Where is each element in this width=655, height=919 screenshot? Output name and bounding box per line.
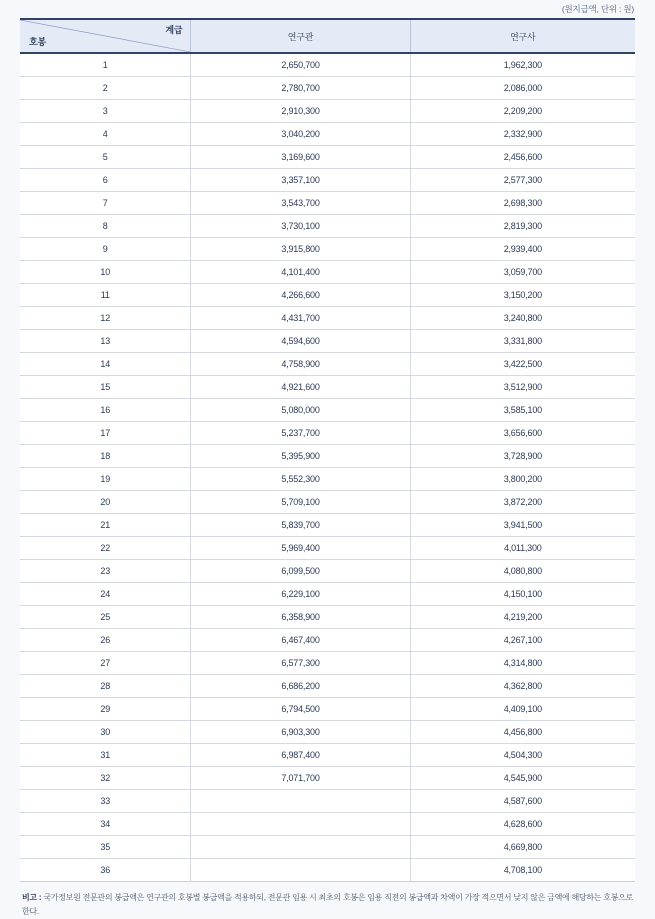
cell-researcher-amount: 3,872,200 bbox=[410, 491, 635, 514]
header-corner-cell bbox=[20, 19, 191, 53]
table-row bbox=[20, 606, 635, 629]
cell-researcher-amount: 2,086,000 bbox=[410, 77, 635, 100]
cell-researcher-senior-amount: 6,229,100 bbox=[191, 583, 410, 606]
cell-step: 25 bbox=[20, 606, 191, 629]
cell-step: 4 bbox=[20, 123, 191, 146]
header-col-researcher: 연구사 bbox=[410, 19, 635, 53]
cell-step: 6 bbox=[20, 169, 191, 192]
cell-researcher-amount: 3,728,900 bbox=[410, 445, 635, 468]
cell-step: 2 bbox=[20, 77, 191, 100]
cell-step: 22 bbox=[20, 537, 191, 560]
cell-step: 27 bbox=[20, 652, 191, 675]
table-row bbox=[20, 238, 635, 261]
cell-researcher-senior-amount: 4,594,600 bbox=[191, 330, 410, 353]
cell-researcher-senior-amount bbox=[191, 859, 410, 882]
cell-step: 8 bbox=[20, 215, 191, 238]
table-row bbox=[20, 698, 635, 721]
cell-researcher-amount: 3,422,500 bbox=[410, 353, 635, 376]
cell-researcher-senior-amount: 7,071,700 bbox=[191, 767, 410, 790]
cell-researcher-senior-amount: 5,552,300 bbox=[191, 468, 410, 491]
table-row bbox=[20, 376, 635, 399]
cell-step: 10 bbox=[20, 261, 191, 284]
cell-step: 9 bbox=[20, 238, 191, 261]
cell-researcher-senior-amount bbox=[191, 813, 410, 836]
cell-researcher-senior-amount: 3,357,100 bbox=[191, 169, 410, 192]
table-row bbox=[20, 422, 635, 445]
cell-researcher-senior-amount: 5,395,900 bbox=[191, 445, 410, 468]
cell-researcher-senior-amount: 2,780,700 bbox=[191, 77, 410, 100]
table-row bbox=[20, 261, 635, 284]
cell-step: 20 bbox=[20, 491, 191, 514]
cell-researcher-senior-amount: 2,910,300 bbox=[191, 100, 410, 123]
header-corner-step-label: 호봉 bbox=[29, 37, 46, 47]
cell-researcher-senior-amount: 6,467,400 bbox=[191, 629, 410, 652]
table-row bbox=[20, 468, 635, 491]
table-row bbox=[20, 744, 635, 767]
table-row bbox=[20, 169, 635, 192]
table-row bbox=[20, 215, 635, 238]
table-row bbox=[20, 284, 635, 307]
cell-researcher-amount: 2,698,300 bbox=[410, 192, 635, 215]
table-row bbox=[20, 583, 635, 606]
cell-step: 19 bbox=[20, 468, 191, 491]
cell-researcher-amount: 4,708,100 bbox=[410, 859, 635, 882]
table-row bbox=[20, 146, 635, 169]
table-row bbox=[20, 353, 635, 376]
cell-researcher-senior-amount: 3,730,100 bbox=[191, 215, 410, 238]
cell-researcher-senior-amount: 5,237,700 bbox=[191, 422, 410, 445]
cell-researcher-amount: 4,545,900 bbox=[410, 767, 635, 790]
cell-step: 13 bbox=[20, 330, 191, 353]
cell-researcher-amount: 3,800,200 bbox=[410, 468, 635, 491]
cell-step: 33 bbox=[20, 790, 191, 813]
cell-researcher-senior-amount: 6,099,500 bbox=[191, 560, 410, 583]
cell-researcher-senior-amount: 5,080,000 bbox=[191, 399, 410, 422]
cell-step: 31 bbox=[20, 744, 191, 767]
cell-researcher-amount: 4,080,800 bbox=[410, 560, 635, 583]
cell-researcher-senior-amount: 5,839,700 bbox=[191, 514, 410, 537]
cell-researcher-amount: 4,669,800 bbox=[410, 836, 635, 859]
cell-step: 12 bbox=[20, 307, 191, 330]
cell-step: 36 bbox=[20, 859, 191, 882]
cell-step: 16 bbox=[20, 399, 191, 422]
header-row bbox=[20, 19, 635, 53]
cell-researcher-senior-amount: 5,709,100 bbox=[191, 491, 410, 514]
table-body bbox=[20, 53, 635, 882]
cell-step: 17 bbox=[20, 422, 191, 445]
cell-researcher-senior-amount: 6,794,500 bbox=[191, 698, 410, 721]
table-row bbox=[20, 77, 635, 100]
cell-researcher-amount: 3,585,100 bbox=[410, 399, 635, 422]
cell-researcher-senior-amount bbox=[191, 790, 410, 813]
cell-researcher-senior-amount: 6,577,300 bbox=[191, 652, 410, 675]
cell-researcher-amount: 2,456,600 bbox=[410, 146, 635, 169]
cell-step: 18 bbox=[20, 445, 191, 468]
cell-researcher-amount: 4,587,600 bbox=[410, 790, 635, 813]
cell-researcher-amount: 3,240,800 bbox=[410, 307, 635, 330]
cell-step: 35 bbox=[20, 836, 191, 859]
table-row bbox=[20, 767, 635, 790]
cell-researcher-senior-amount: 4,431,700 bbox=[191, 307, 410, 330]
cell-researcher-amount: 4,456,800 bbox=[410, 721, 635, 744]
cell-step: 29 bbox=[20, 698, 191, 721]
table-row bbox=[20, 123, 635, 146]
salary-table bbox=[20, 18, 635, 882]
cell-researcher-senior-amount: 6,358,900 bbox=[191, 606, 410, 629]
cell-step: 5 bbox=[20, 146, 191, 169]
cell-researcher-senior-amount: 2,650,700 bbox=[191, 53, 410, 77]
table-row bbox=[20, 836, 635, 859]
cell-researcher-senior-amount: 4,266,600 bbox=[191, 284, 410, 307]
cell-researcher-senior-amount: 3,543,700 bbox=[191, 192, 410, 215]
cell-researcher-senior-amount: 3,169,600 bbox=[191, 146, 410, 169]
cell-step: 14 bbox=[20, 353, 191, 376]
cell-researcher-amount: 2,577,300 bbox=[410, 169, 635, 192]
cell-researcher-senior-amount: 3,040,200 bbox=[191, 123, 410, 146]
table-row bbox=[20, 813, 635, 836]
cell-researcher-amount: 2,939,400 bbox=[410, 238, 635, 261]
footnote bbox=[20, 891, 635, 919]
cell-step: 24 bbox=[20, 583, 191, 606]
cell-researcher-senior-amount: 4,758,900 bbox=[191, 353, 410, 376]
table-row bbox=[20, 514, 635, 537]
table-row bbox=[20, 721, 635, 744]
table-row bbox=[20, 307, 635, 330]
table-row bbox=[20, 652, 635, 675]
cell-researcher-senior-amount bbox=[191, 836, 410, 859]
cell-researcher-amount: 2,819,300 bbox=[410, 215, 635, 238]
table-row bbox=[20, 790, 635, 813]
cell-researcher-amount: 4,314,800 bbox=[410, 652, 635, 675]
cell-researcher-amount: 4,267,100 bbox=[410, 629, 635, 652]
cell-step: 26 bbox=[20, 629, 191, 652]
cell-researcher-amount: 3,512,900 bbox=[410, 376, 635, 399]
cell-researcher-amount: 4,362,800 bbox=[410, 675, 635, 698]
table-row bbox=[20, 399, 635, 422]
table-row bbox=[20, 675, 635, 698]
cell-researcher-senior-amount: 5,969,400 bbox=[191, 537, 410, 560]
cell-researcher-amount: 4,219,200 bbox=[410, 606, 635, 629]
header-corner-rank-label: 계급 bbox=[165, 25, 183, 35]
cell-researcher-amount: 4,011,300 bbox=[410, 537, 635, 560]
footnote-text: 국가정보원 전문관의 봉급액은 연구관의 호봉별 봉급액을 적용하되, 전문관 임용 시 최초의 호봉은 임용 직전의 봉급액과 차액이 가장 적으면서 낮지 않은 금액에 해당하는 호봉으로 한다. bbox=[22, 893, 633, 916]
table-row bbox=[20, 445, 635, 468]
cell-step: 28 bbox=[20, 675, 191, 698]
cell-step: 7 bbox=[20, 192, 191, 215]
cell-researcher-amount: 4,409,100 bbox=[410, 698, 635, 721]
cell-step: 32 bbox=[20, 767, 191, 790]
table-row bbox=[20, 192, 635, 215]
cell-researcher-senior-amount: 6,903,300 bbox=[191, 721, 410, 744]
cell-researcher-amount: 3,941,500 bbox=[410, 514, 635, 537]
table-row bbox=[20, 53, 635, 77]
cell-step: 30 bbox=[20, 721, 191, 744]
table-row bbox=[20, 859, 635, 882]
cell-step: 34 bbox=[20, 813, 191, 836]
header-col-researcher-senior: 연구관 bbox=[191, 19, 410, 53]
footnote-tag: 비고 : bbox=[22, 893, 44, 902]
cell-step: 15 bbox=[20, 376, 191, 399]
cell-researcher-amount: 4,504,300 bbox=[410, 744, 635, 767]
cell-researcher-senior-amount: 4,921,600 bbox=[191, 376, 410, 399]
cell-researcher-amount: 4,150,100 bbox=[410, 583, 635, 606]
cell-researcher-amount: 3,150,200 bbox=[410, 284, 635, 307]
cell-researcher-amount: 3,331,800 bbox=[410, 330, 635, 353]
cell-researcher-senior-amount: 3,915,800 bbox=[191, 238, 410, 261]
cell-researcher-amount: 1,962,300 bbox=[410, 53, 635, 77]
cell-researcher-amount: 3,059,700 bbox=[410, 261, 635, 284]
cell-researcher-senior-amount: 4,101,400 bbox=[191, 261, 410, 284]
unit-note: (원지급액, 단위 : 원) bbox=[561, 4, 634, 14]
table-row bbox=[20, 491, 635, 514]
table-row bbox=[20, 330, 635, 353]
cell-researcher-amount: 2,332,900 bbox=[410, 123, 635, 146]
cell-researcher-amount: 4,628,600 bbox=[410, 813, 635, 836]
cell-step: 11 bbox=[20, 284, 191, 307]
table-header bbox=[20, 19, 635, 53]
cell-researcher-senior-amount: 6,686,200 bbox=[191, 675, 410, 698]
cell-step: 23 bbox=[20, 560, 191, 583]
table-row bbox=[20, 537, 635, 560]
table-row bbox=[20, 560, 635, 583]
cell-researcher-amount: 2,209,200 bbox=[410, 100, 635, 123]
table-row bbox=[20, 100, 635, 123]
cell-step: 1 bbox=[20, 53, 191, 77]
cell-researcher-senior-amount: 6,987,400 bbox=[191, 744, 410, 767]
table-row bbox=[20, 629, 635, 652]
cell-step: 3 bbox=[20, 100, 191, 123]
cell-researcher-amount: 3,656,600 bbox=[410, 422, 635, 445]
cell-step: 21 bbox=[20, 514, 191, 537]
